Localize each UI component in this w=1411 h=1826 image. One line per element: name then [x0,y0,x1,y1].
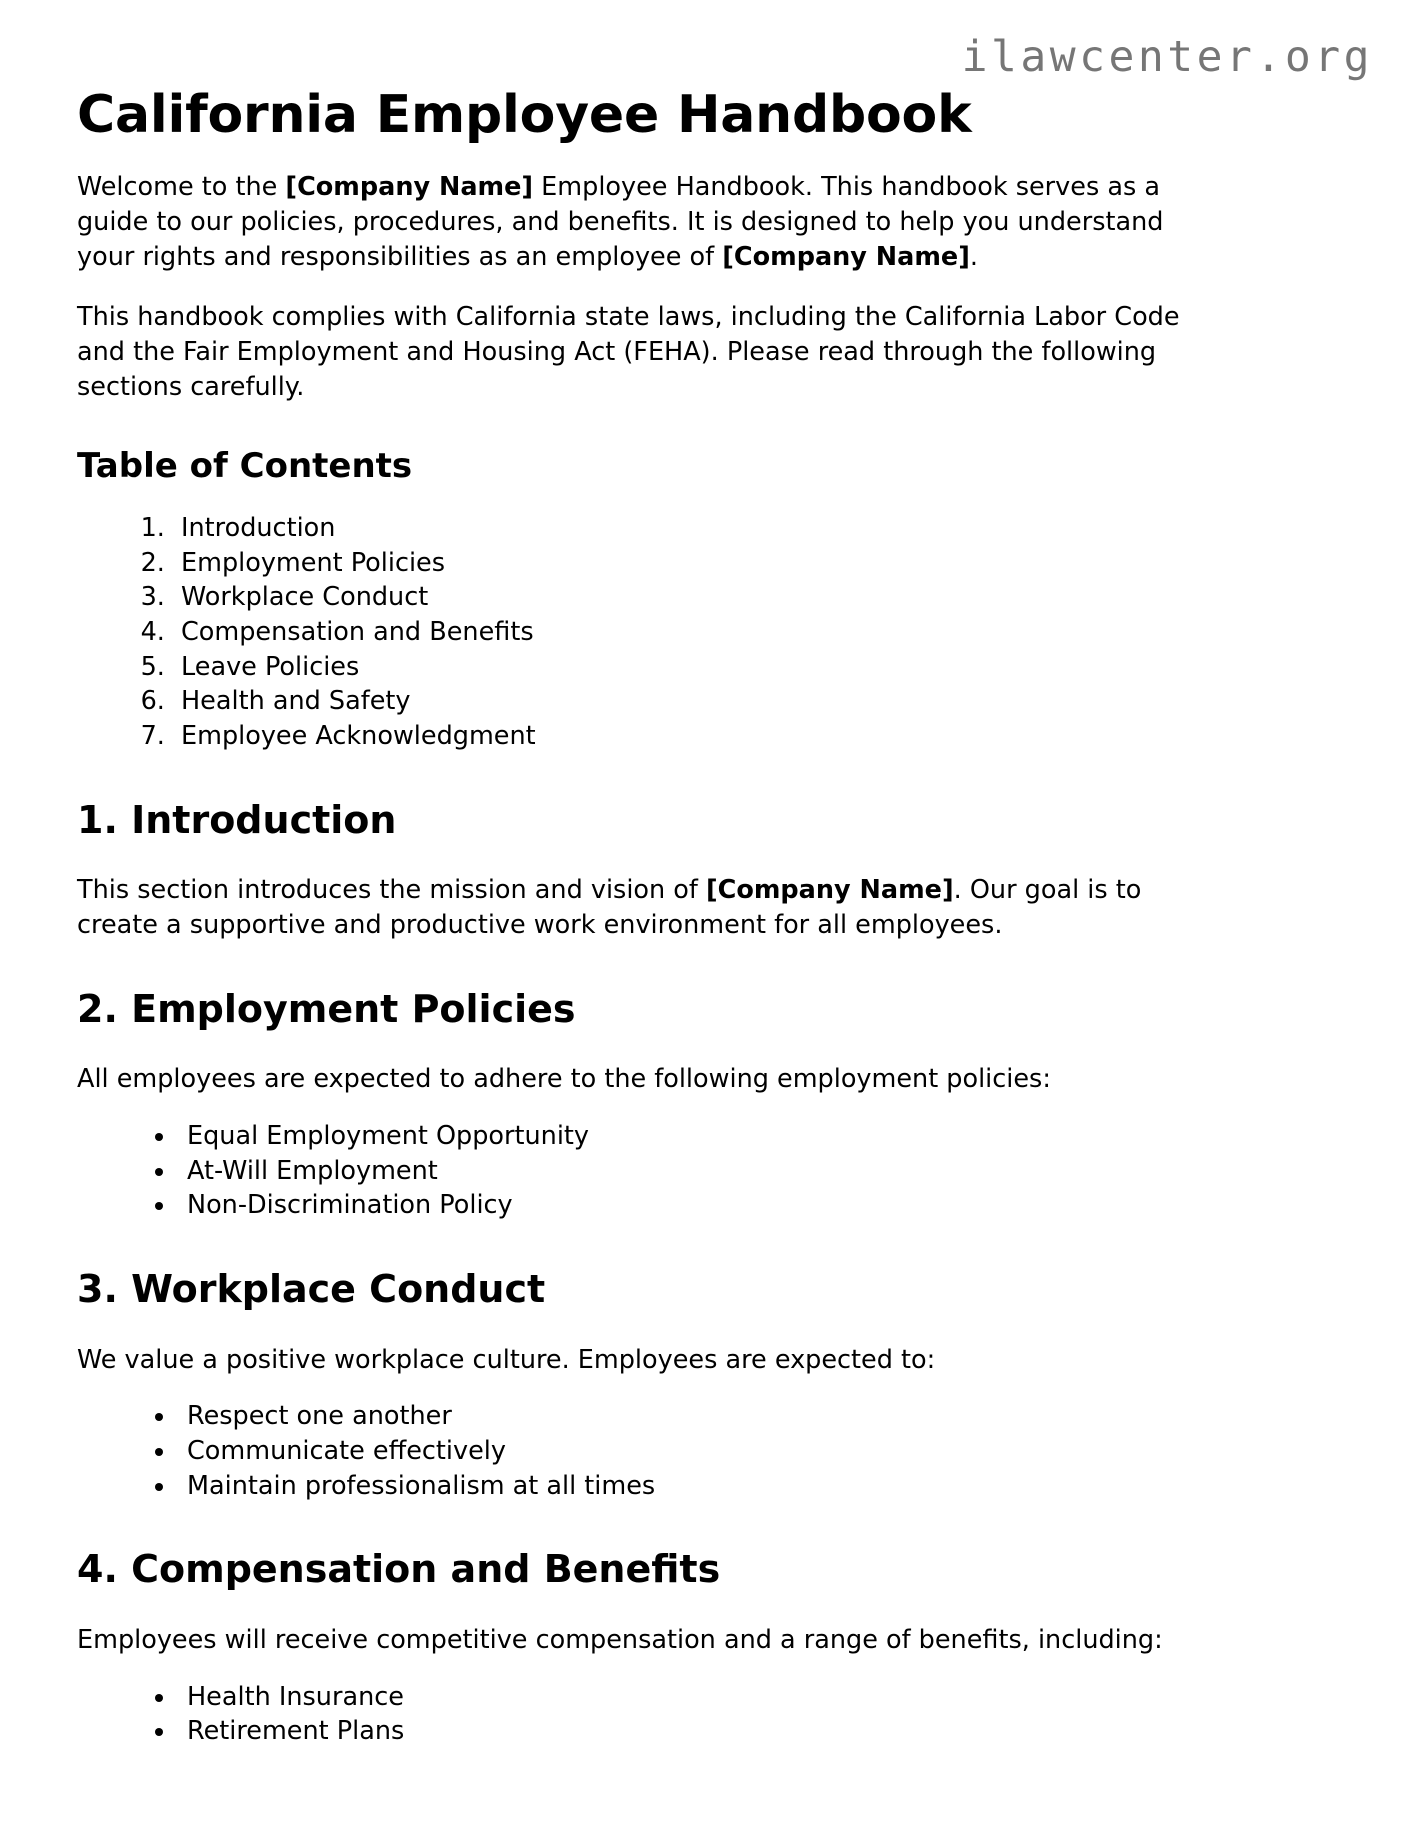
emphasized-text: [Company Name] [705,875,954,906]
intro-paragraphs [77,144,1334,404]
intro-paragraph [77,274,1225,404]
list-item: • Equal Employment Opportunity [177,1119,1334,1154]
emphasized-text: [Company Name] [285,172,534,203]
paragraph-text: Welcome to the [77,172,286,203]
list-item: • At-Will Employment [177,1154,1334,1189]
section-heading: 4. Compensation and Benefits [77,1547,721,1592]
table-of-contents-heading: Table of Contents [77,446,413,487]
paragraph-text: . Our goal is to create a supportive and productive work environment for all employees. [77,875,1142,941]
paragraph-text: We value a positive workplace culture. Employees are expected to: [77,1344,936,1375]
list-item: • Retirement Plans [177,1714,1334,1749]
site-watermark: ilawcenter.org [961,32,1373,82]
section-heading: 2. Employment Policies [77,986,576,1031]
section-heading: 3. Workplace Conduct [77,1266,546,1311]
toc-item[interactable]: 4. Compensation and Benefits [173,615,1334,650]
section-bullet-list [77,1658,1334,1749]
table-of-contents-list [77,489,1334,754]
paragraph-text: Employees will receive competitive compensation and a range of benefits, including: [77,1624,1163,1655]
section-paragraph [77,1597,1225,1658]
section-paragraph [77,847,1225,942]
toc-item[interactable]: 6. Health and Safety [173,684,1334,719]
list-item: • Non-Discrimination Policy [177,1188,1334,1223]
toc-item[interactable]: 7. Employee Acknowledgment [173,719,1334,754]
toc-item[interactable]: 5. Leave Policies [173,650,1334,685]
list-item: • Maintain professionalism at all times [177,1469,1334,1504]
paragraph-text: All employees are expected to adhere to the following employment policies: [77,1064,1051,1095]
document-section [77,754,1334,943]
document-section [77,1223,1334,1503]
toc-item[interactable]: 1. Introduction [173,511,1334,546]
sections-container [77,754,1334,1749]
section-bullet-list [77,1097,1334,1223]
document-section [77,1503,1334,1749]
document-section [77,943,1334,1223]
emphasized-text: [Company Name] [722,241,970,272]
paragraph-text: . [969,241,978,272]
list-item: • Respect one another [177,1399,1334,1434]
intro-paragraph [77,144,1225,274]
list-item: • Health Insurance [177,1680,1334,1715]
section-paragraph [77,1036,1225,1097]
list-item: • Communicate effectively [177,1434,1334,1469]
paragraph-text: This section introduces the mission and vision of [77,875,706,906]
toc-item[interactable]: 3. Workplace Conduct [173,580,1334,615]
paragraph-text: Employee Handbook. This handbook serves as a guide to our policies, procedures, and benefits. It is designed to help you understand your rights and responsibilities as an employee of [77,172,1164,272]
section-bullet-list [77,1377,1334,1503]
section-paragraph [77,1317,1225,1378]
paragraph-text: This handbook complies with California state laws, including the California Labor Code and the Fair Employment and Housing Act (FEHA). Please read through the following sections carefully. [77,302,1180,402]
toc-item[interactable]: 2. Employment Policies [173,546,1334,581]
page-title: California Employee Handbook [77,85,972,145]
section-heading: 1. Introduction [77,797,397,842]
